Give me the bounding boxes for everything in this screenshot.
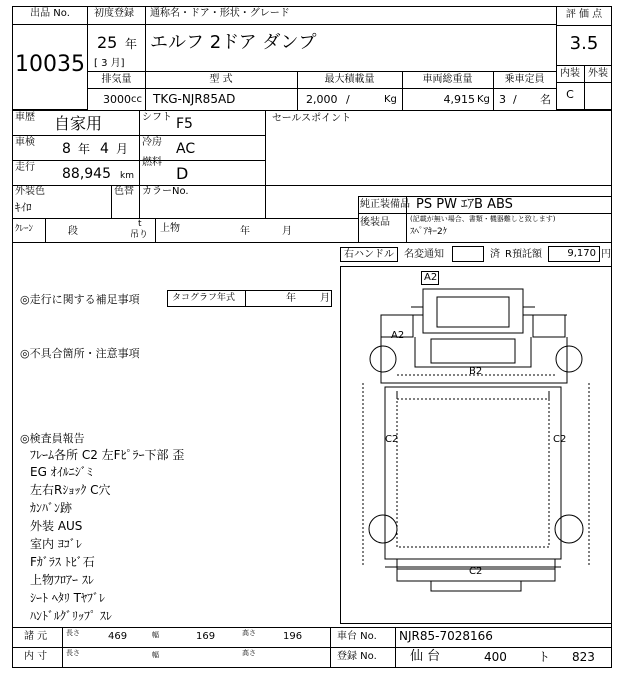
mark-c2-left: C2 [385,434,399,445]
crane-hang: 吊り [130,230,149,240]
inspector-line: ﾌﾚｰﾑ各所 C2 左Fﾋﾟﾗｰ下部 歪 [30,448,185,462]
upper-year-unit: 年 [240,226,250,237]
crane-label: ｸﾚｰﾝ [15,224,34,234]
fuel-label: 燃料 [142,157,162,168]
grade-label: 評 価 点 [565,9,603,20]
mark-a2-left: A2 [391,330,405,341]
inspector-line: 室内 ﾖｺﾞﾚ [30,537,82,551]
inspector-line: EG ｵｲﾙﾆｼﾞﾐ [30,465,93,479]
payload-slash: / [346,93,350,106]
mileage-value: 88,945 [62,166,111,182]
inner-height-label: 高さ [242,649,256,657]
upper-month-unit: 月 [282,226,292,237]
recycle-unit: 円 [601,249,611,260]
lot-label: 出品 No. [30,8,70,19]
aftermarket-label: 後装品 [360,217,390,228]
inspector-line: 左右Rｼｮｯｸ C穴 [30,483,111,497]
crane-t: t [138,219,142,229]
inspector-line: ﾊﾝﾄﾞﾙｸﾞﾘｯﾌﾟ ｽﾚ [30,609,112,623]
name-change-checkbox[interactable] [452,246,484,262]
specs-label: 諸 元 [24,631,48,642]
inner-label: 内 寸 [24,651,48,662]
first-reg-label: 初度登録 [94,8,134,19]
capacity-label: 乗車定員 [504,74,545,85]
mark-c2-right: C2 [553,434,567,445]
name-change-label: 名変通知 [404,249,444,260]
tacho-label: タコグラフ年式 [172,293,236,303]
gross-label: 車両総重量 [422,74,473,85]
mark-a2-top: A2 [424,272,438,283]
fuel-value: D [176,164,189,183]
plate-region: 仙 台 [410,649,441,664]
reg-year: 25 [97,33,118,52]
upper-label: 上物 [160,223,180,234]
recycle-value: 9,170 [567,248,596,259]
payload-label: 最大積載量 [324,74,375,85]
shift-value: F5 [176,116,193,132]
inspector-line: ｶﾝﾊﾞﾝ跡 [30,501,73,515]
inspector-line: ｼｰﾄ ﾍﾀﾘ Tﾔﾌﾞﾚ [30,591,105,605]
lot-number: 10035 [15,52,85,77]
inspection-year-unit: 年 [78,142,91,156]
displacement-unit: cc [131,94,142,105]
exterior-label: 外装 [588,68,608,79]
gross-value: 4,915 [443,93,475,106]
chassis-value: NJR85-7028166 [399,629,493,643]
exterior-color-label: 外装色 [15,186,45,197]
plate-kana: ト [538,650,551,664]
ac-value: AC [176,141,196,157]
plate-number: 823 [572,650,595,664]
history-label: 車歴 [15,112,35,123]
color-change-label: 色替 [114,186,134,197]
inner-length-label: 長さ [66,649,80,657]
color-number-label: カラーNo. [142,186,189,197]
interior-label: 内装 [560,68,580,79]
inspection-month: 4 [100,141,109,157]
mark-c2-bottom: C2 [469,566,483,577]
sales-point-label: セールスポイント [272,113,352,124]
height-label: 高さ [242,629,256,637]
chassis-label: 車台 No. [337,631,377,642]
inspection-month-unit: 月 [116,142,129,156]
registration-label: 登録 No. [337,651,377,662]
ac-label: 冷房 [142,137,162,148]
reg-year-unit: 年 [125,37,138,51]
width-value: 169 [196,631,216,642]
height-value: 196 [283,631,303,642]
shift-label: シフト [142,112,172,123]
tax-label: 済 [490,249,500,260]
model-title-label: 通称名・ドア・形状・グレード [150,8,290,19]
history-value: 自家用 [54,114,103,133]
aftermarket-note: (記載が無い場合、書類・機器難しと致します) [410,215,556,223]
equipment-label: 純正装備品 [360,199,410,210]
tacho-year: 年 [286,293,296,304]
reg-month: [ 3 月] [94,58,125,69]
mark-b2: B2 [469,366,483,377]
width-label: 幅 [152,631,159,639]
recycle-label: R預託額 [505,249,542,260]
capacity-unit: 名 [540,93,551,106]
length-value: 469 [108,631,128,642]
gross-unit: Kg [477,94,490,105]
capacity-value: 3 [499,93,506,106]
payload-unit: Kg [384,94,397,105]
displacement-value: 3000 [103,93,131,106]
inspector-line: 外装 AUS [30,519,83,533]
tacho-month: 月 [320,293,330,304]
payload-value: 2,000 [306,93,338,106]
mileage-label: 走行 [15,162,35,173]
equipment-value: PS PW ｴｱB ABS [416,197,513,212]
defects-label: ◎不具合箇所・注意事項 [20,347,140,360]
mileage-unit: km [120,171,134,181]
exterior-color-value: ｷｲﾛ [15,201,32,214]
grade-value: 3.5 [569,33,599,54]
capacity-slash: / [513,93,517,106]
right-handle: 右ハンドル [344,249,394,260]
plate-class: 400 [484,650,507,664]
aftermarket-value: ｽﾍﾟｱｷｰ2ｹ [410,227,448,237]
crane-stage-unit: 段 [68,226,78,237]
displacement-label: 排気量 [101,74,132,85]
running-notes-label: ◎走行に関する補足事項 [20,293,140,306]
inspector-label: ◎検査員報告 [20,432,85,445]
type-value: TKG-NJR85AD [153,92,236,106]
length-label: 長さ [66,629,80,637]
inspection-label: 車検 [15,137,35,148]
inner-width-label: 幅 [152,651,159,659]
type-label: 型 式 [209,74,233,85]
vehicle-diagram [340,266,612,624]
interior-value: C [566,88,574,101]
inspection-year: 8 [62,141,71,157]
model-title: エルフ 2ドア ダンプ [150,32,317,53]
inspector-line: Fｶﾞﾗｽ ﾄﾋﾞ石 [30,555,95,569]
inspector-line: 上物ﾌﾛｱｰ ｽﾚ [30,573,94,587]
